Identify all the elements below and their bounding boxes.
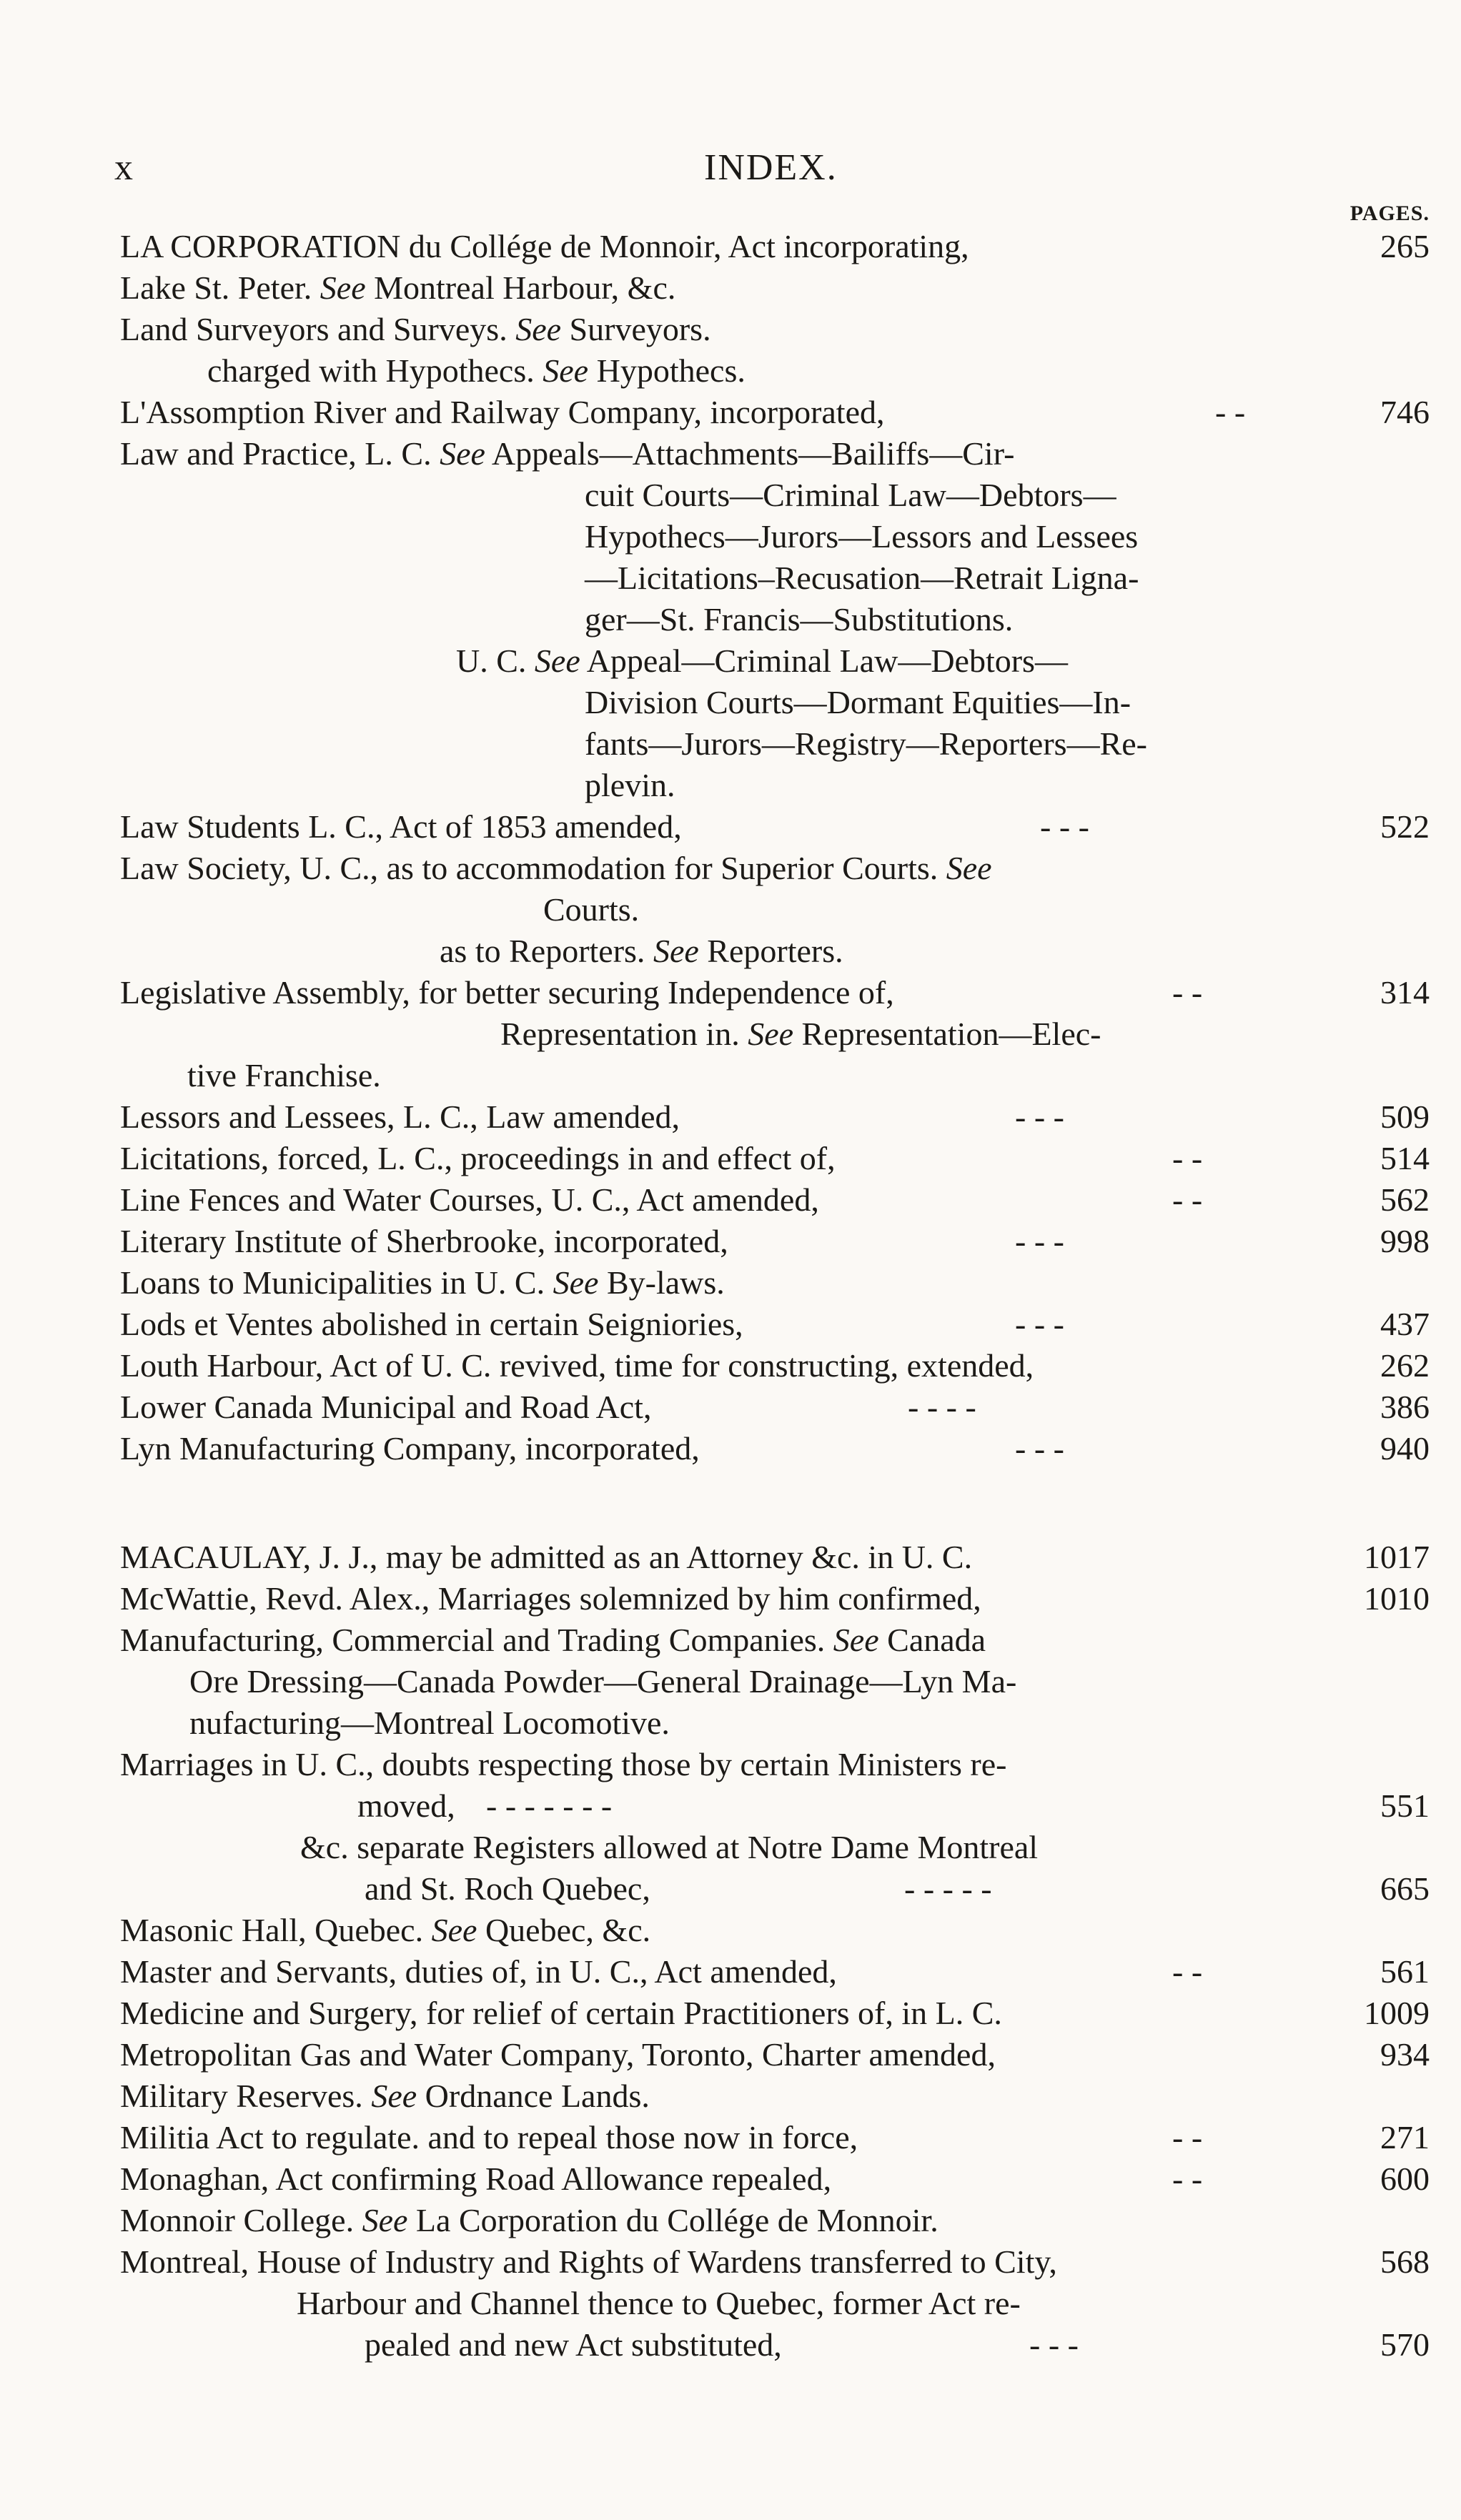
index-entry: Military Reserves. See Ordnance Lands.	[120, 2078, 650, 2114]
leader-dashes: - - -	[1015, 1098, 1064, 1135]
index-entry: Master and Servants, duties of, in U. C., Act amended,	[120, 1953, 837, 1990]
index-entry: Lower Canada Municipal and Road Act,	[120, 1389, 652, 1425]
page-ref: 1009	[1364, 1995, 1430, 2031]
index-entry: Lake St. Peter. See Montreal Harbour, &c.	[120, 269, 676, 306]
leader-dashes: - -	[1172, 2119, 1203, 2156]
page-ref: 665	[1380, 1870, 1430, 1907]
index-entry: Monnoir College. See La Corporation du Collége de Monnoir.	[120, 2202, 938, 2238]
index-entry: Medicine and Surgery, for relief of certain Practitioners of, in L. C.	[120, 1995, 1002, 2031]
index-entry: Representation in. See Representation—Elec-	[500, 1016, 1101, 1052]
index-entry: Courts.	[543, 891, 640, 928]
page-ref: 509	[1380, 1098, 1430, 1135]
leader-dashes: - -	[1172, 1953, 1203, 1990]
index-entry: Lyn Manufacturing Company, incorporated,	[120, 1430, 700, 1467]
index-entry: MACAULAY, J. J., may be admitted as an Attorney &c. in U. C.	[120, 1539, 973, 1575]
pages-column-label: PAGES.	[1349, 202, 1430, 225]
page-ref: 265	[1380, 228, 1430, 264]
index-entry: Metropolitan Gas and Water Company, Toronto, Charter amended,	[120, 2036, 996, 2073]
index-entry: Hypothecs—Jurors—Lessors and Lessees	[585, 518, 1139, 555]
leader-dashes: - - -	[1040, 808, 1089, 845]
index-entry: Land Surveyors and Surveys. See Surveyors.	[120, 311, 711, 347]
page-ref: 522	[1380, 808, 1430, 845]
page-ref: 568	[1380, 2243, 1430, 2280]
leader-dashes: - - -	[1015, 1306, 1064, 1342]
page-ref: 746	[1380, 394, 1430, 430]
index-entry: Montreal, House of Industry and Rights of Wardens transferred to City,	[120, 2243, 1057, 2280]
index-entry: Marriages in U. C., doubts respecting those by certain Ministers re-	[120, 1746, 1007, 1782]
index-entry: ger—St. Francis—Substitutions.	[585, 601, 1014, 638]
page-ref: 271	[1380, 2119, 1430, 2156]
index-entry: nufacturing—Montreal Locomotive.	[189, 1705, 670, 1741]
index-entry: as to Reporters. See Reporters.	[440, 933, 843, 969]
index-entry: Law Society, U. C., as to accommodation for Superior Courts. See	[120, 850, 992, 886]
page-ref: 1010	[1364, 1580, 1430, 1617]
index-entry: Legislative Assembly, for better securing Independence of,	[120, 974, 894, 1011]
page-ref: 934	[1380, 2036, 1430, 2073]
page-ref: 262	[1380, 1347, 1430, 1384]
index-entry: L'Assomption River and Railway Company, incorporated,	[120, 394, 885, 430]
leader-dashes: - -	[1172, 1181, 1203, 1218]
index-entry: Militia Act to regulate. and to repeal those now in force,	[120, 2119, 858, 2156]
index-entry: pealed and new Act substituted,	[365, 2326, 782, 2363]
leader-dashes: - - - - -	[904, 1870, 992, 1907]
page-ref: 551	[1380, 1787, 1430, 1824]
index-entry: fants—Jurors—Registry—Reporters—Re-	[585, 725, 1147, 762]
page-number-roman: x	[114, 147, 133, 188]
page-ref: 1017	[1364, 1539, 1430, 1575]
leader-dashes: - -	[1172, 974, 1203, 1011]
index-entry: Loans to Municipalities in U. C. See By-laws.	[120, 1264, 725, 1301]
page-ref: 570	[1380, 2326, 1430, 2363]
index-entry: Law Students L. C., Act of 1853 amended,	[120, 808, 682, 845]
leader-dashes: - -	[1172, 1140, 1203, 1176]
index-entry: Division Courts—Dormant Equities—In-	[585, 684, 1131, 720]
index-entry: Manufacturing, Commercial and Trading Companies. See Canada	[120, 1622, 986, 1658]
page-ref: 561	[1380, 1953, 1430, 1990]
index-entry: cuit Courts—Criminal Law—Debtors—	[585, 477, 1116, 513]
leader-dashes: - -	[1172, 2161, 1203, 2197]
leader-dashes: - - - - - - -	[486, 1787, 613, 1824]
index-entry: Law and Practice, L. C. See Appeals—Attachments—Bailiffs—Cir-	[120, 435, 1015, 472]
page-ref: 386	[1380, 1389, 1430, 1425]
index-entry: and St. Roch Quebec,	[365, 1870, 650, 1907]
page-ref: 314	[1380, 974, 1430, 1011]
index-entry: moved,	[357, 1787, 455, 1824]
leader-dashes: - - -	[1029, 2326, 1079, 2363]
index-entry: —Licitations–Recusation—Retrait Ligna-	[585, 560, 1139, 596]
index-entry: U. C. See Appeal—Criminal Law—Debtors—	[456, 643, 1068, 679]
page-ref: 600	[1380, 2161, 1430, 2197]
index-entry: McWattie, Revd. Alex., Marriages solemnized by him confirmed,	[120, 1580, 981, 1617]
index-entry: LA CORPORATION du Collége de Monnoir, Act incorporating,	[120, 228, 969, 264]
page-ref: 940	[1380, 1430, 1430, 1467]
page-ref: 514	[1380, 1140, 1430, 1176]
index-entry: Lessors and Lessees, L. C., Law amended,	[120, 1098, 680, 1135]
index-entry: tive Franchise.	[187, 1057, 381, 1093]
page-ref: 562	[1380, 1181, 1430, 1218]
page-title: INDEX.	[704, 147, 838, 188]
index-entry: Lods et Ventes abolished in certain Seigniories,	[120, 1306, 743, 1342]
leader-dashes: - - -	[1015, 1223, 1064, 1259]
index-entry: Literary Institute of Sherbrooke, incorporated,	[120, 1223, 728, 1259]
index-entry: Harbour and Channel thence to Quebec, former Act re-	[297, 2285, 1021, 2321]
leader-dashes: - - - -	[908, 1389, 976, 1425]
index-entry: plevin.	[585, 767, 675, 803]
page-ref: 998	[1380, 1223, 1430, 1259]
index-entry: charged with Hypothecs. See Hypothecs.	[207, 352, 746, 389]
index-entry: Masonic Hall, Quebec. See Quebec, &c.	[120, 1912, 651, 1948]
index-entry: Ore Dressing—Canada Powder—General Drainage—Lyn Ma-	[189, 1663, 1017, 1700]
index-entry: Louth Harbour, Act of U. C. revived, time for constructing, extended,	[120, 1347, 1034, 1384]
leader-dashes: - -	[1215, 394, 1246, 430]
leader-dashes: - - -	[1015, 1430, 1064, 1467]
index-entry: Line Fences and Water Courses, U. C., Act amended,	[120, 1181, 819, 1218]
index-entry: &c. separate Registers allowed at Notre Dame Montreal	[300, 1829, 1039, 1865]
index-entry: Monaghan, Act confirming Road Allowance repealed,	[120, 2161, 832, 2197]
page-ref: 437	[1380, 1306, 1430, 1342]
index-entry: Licitations, forced, L. C., proceedings in and effect of,	[120, 1140, 836, 1176]
